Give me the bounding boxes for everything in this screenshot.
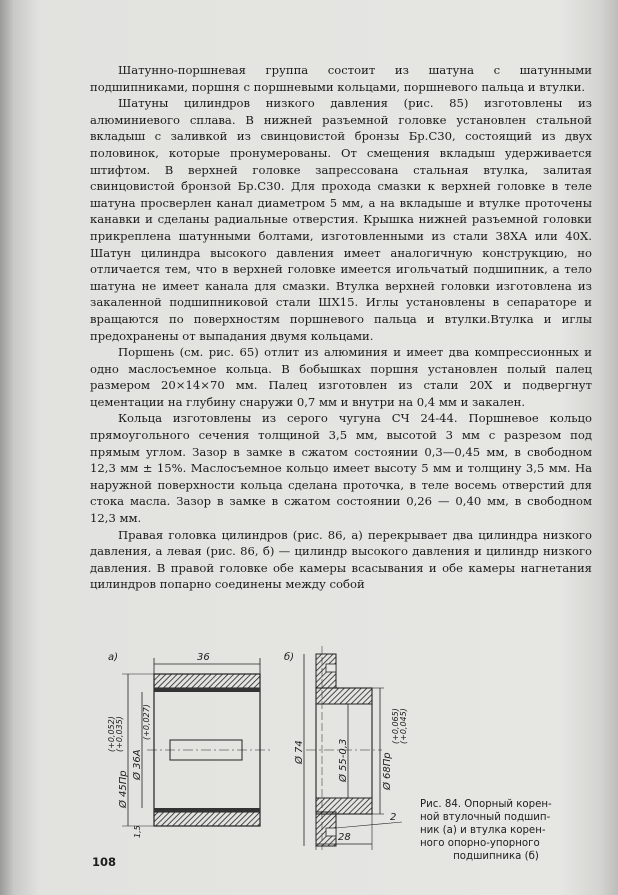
dim-b-outer: Ø 68Пр — [382, 752, 393, 790]
dim-b-flange-width: 2 — [390, 812, 397, 823]
paragraph: Правая головка цилиндров (рис. 86, а) перекрывает два цилиндра низкого давления, а левая (рис. 86, б) — цилиндр высокого давления и цилиндр низкого давления. В правой головке обе камеры всасывания и обе камеры нагнетания цилиндров попарно соединены между собой — [90, 527, 592, 592]
drawing-b — [284, 646, 408, 850]
dim-b-outer-tol-upper: (+0,065) — [391, 708, 400, 744]
dim-a-outer-tol-lower: (+0,035) — [115, 716, 124, 752]
dim-a-outer: Ø 45Пр — [118, 770, 129, 808]
paragraph: Шатунно-поршневая группа состоит из шатуна с шатунными подшипниками, поршня с поршневыми кольцами, поршневого пальца и втулки. — [90, 63, 592, 94]
dim-b-outer-tol-lower: (+0,045) — [399, 708, 408, 744]
caption-line: Рис. 84. Опорный корен- — [420, 799, 552, 810]
figure-caption — [420, 798, 572, 863]
dim-a-wall: 1,5 — [133, 825, 142, 838]
body-text — [90, 62, 592, 593]
dim-a-inner: Ø 36A — [132, 749, 143, 780]
paragraph: Поршень (см. рис. 65) отлит из алюминия и имеет два компрессионных и одно маслосъемное кольца. В бобышках поршня установлен полый палец размером 20×14×70 мм. Палец изготовлен из стали 20Х и подвергнут цементации на глубину снаружи 0,7 мм и внутри на 0,4 мм и закален. — [90, 345, 592, 409]
dim-a-length: 36 — [197, 652, 210, 663]
label-b: б) — [284, 652, 295, 663]
caption-line: ного опорно-упорного — [420, 838, 540, 849]
paragraph: Кольца изготовлены из серого чугуна СЧ 24-44. Поршневое кольцо прямоугольного сечения толщиной 3,5 мм, высотой 3 мм с разрезом под прямым углом. Зазор в замке в сжатом состоянии 0,3—0,45 мм, в свободном 12,3 мм ± 15%. Маслосъемное кольцо имеет высоту 5 мм и толщину 3,5 мм. На наружной поверхности кольца сделана проточка, в теле восемь отверстий для стока масла. Зазор в замке в сжатом состоянии 0,26 — 0,40 мм, в свободном 12,3 мм. — [90, 411, 592, 526]
dim-b-flange: Ø 74 — [294, 740, 305, 764]
caption-line: ной втулочный подшип- — [420, 812, 551, 823]
dim-a-outer-tol-upper: (+0,052) — [107, 716, 116, 752]
page-number: 108 — [92, 855, 117, 869]
caption-line: ник (а) и втулка корен- — [420, 825, 546, 836]
paragraph: Шатуны цилиндров низкого давления (рис. 85) изготовлены из алюминиевого сплава. В нижней разъемной головке установлен стальной вкладыш с заливкой из свинцовистой бронзы Бр.С30, состоящий из двух половинок, которые пронумерованы. От смещения вкладыш удерживается штифтом. В верхней головке запрессована стальная втулка, залитая свинцовистой бронзой Бр.С30. Для прохода смазки к верхней головке в теле шатуна просверлен канал диаметром 5 мм, а на вкладыше и втулке проточены канавки и сделаны радиальные отверстия. Крышка нижней разъемной головки прикреплена шатунными болтами, изготовленными из стали 38ХА или 40Х. Шатун цилиндра высокого давления имеет аналогичную конструкцию, но отличается тем, что в верхней головке имеется игольчатый подшипник, а тело шатуна не имеет канала для смазки. Втулка верхней головки изготовлена из закаленной подшипниковой стали ШХ15. Иглы установлены в сепараторе и вращаются по поверхностям поршневого пальца и втулки.Втулка и иглы предохранены от выпадания двумя кольцами. — [90, 96, 592, 343]
caption-line: подшипника (б) — [453, 851, 539, 862]
dim-a-inner-tol: (+0,027) — [142, 704, 151, 740]
label-a: а) — [108, 652, 119, 663]
drawing-a — [107, 652, 270, 838]
dim-b-inner: Ø 55-0,3 — [338, 738, 349, 782]
dim-b-length: 28 — [338, 832, 351, 843]
